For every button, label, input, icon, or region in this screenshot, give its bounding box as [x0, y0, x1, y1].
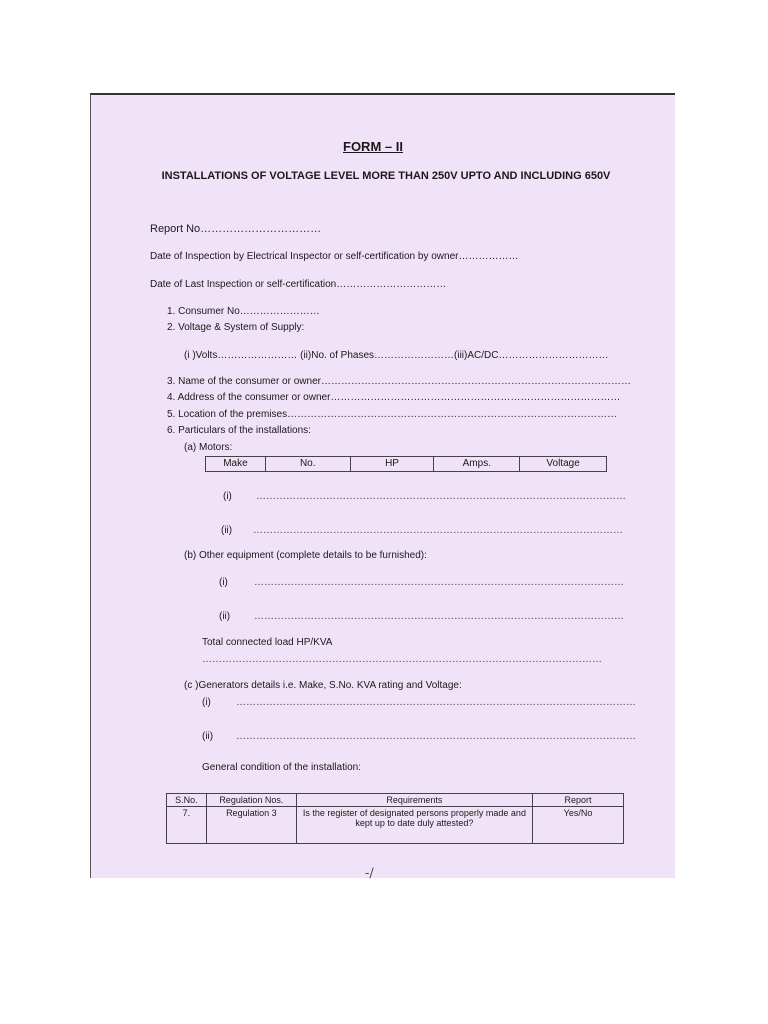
form-sheet — [90, 93, 675, 881]
installation-particulars-label: 6. Particulars of the installations: — [167, 425, 311, 436]
other-equipment-row-1-label: (i) — [219, 577, 228, 588]
total-connected-load-label: Total connected load HP/KVA — [202, 637, 333, 648]
date-of-last-inspection-field: Date of Last Inspection or self-certification…………………………… — [150, 279, 447, 290]
generators-row-2-blank: ………………………………………………………………………………………………………… — [236, 731, 636, 742]
table-header-regulation: Regulation Nos. — [206, 794, 296, 807]
other-equipment-label: (b) Other equipment (complete details to be furnished): — [184, 550, 427, 561]
other-equipment-row-2-label: (ii) — [219, 611, 231, 622]
generators-row-1-label: (i) — [202, 697, 211, 708]
motors-col-make: Make — [206, 457, 266, 471]
voltage-supply-label: 2. Voltage & System of Supply: — [167, 322, 305, 333]
other-equipment-row-1-blank: ………………………………………………………………………………………………… — [254, 577, 624, 588]
table-cell-regulation: Regulation 3 — [206, 807, 296, 844]
motors-col-voltage: Voltage — [546, 458, 580, 469]
table-header-sno: S.No. — [167, 794, 207, 807]
motors-col-amps: Amps. — [434, 457, 520, 471]
other-equipment-row-2-blank: ………………………………………………………………………………………………… — [254, 611, 624, 622]
table-cell-report: Yes/No — [532, 807, 623, 844]
motors-table — [205, 456, 607, 472]
date-of-inspection-field: Date of Inspection by Electrical Inspector or self-certification by owner……………… — [150, 251, 519, 262]
page-mark: -/ — [365, 866, 374, 881]
general-condition-label: General condition of the installation: — [202, 762, 361, 773]
motors-col-hp: HP — [351, 457, 435, 471]
table-header-report: Report — [532, 794, 623, 807]
total-connected-load-blank: ………………………………………………………………………………………………………… — [202, 654, 602, 665]
premises-location-field: 5. Location of the premises……………………………………………………………………………………… — [167, 409, 618, 420]
consumer-name-field: 3. Name of the consumer or owner………………………………………………………………………………… — [167, 376, 631, 387]
consumer-no-field: 1. Consumer No…………………… — [167, 306, 320, 317]
supply-details-field: (i )Volts…………………… (ii)No. of Phases……………………(iii)AC/DC…………………………… — [184, 350, 609, 361]
table-header-requirements: Requirements — [296, 794, 532, 807]
report-no-field: Report No…………………………… — [150, 223, 322, 235]
table-row — [167, 807, 624, 844]
motors-row-1-label: (i) — [223, 491, 232, 502]
table-cell-requirement: Is the register of designated persons properly made and kept up to date duly attested? — [296, 807, 532, 844]
generators-label: (c )Generators details i.e. Make, S.No. KVA rating and Voltage: — [184, 680, 462, 691]
general-condition-table — [166, 793, 624, 844]
form-heading: INSTALLATIONS OF VOLTAGE LEVEL MORE THAN 250V UPTO AND INCLUDING 650V — [161, 170, 611, 182]
consumer-address-field: 4. Address of the consumer or owner…………………………………………………………………………… — [167, 392, 621, 403]
motors-row-1-blank: ………………………………………………………………………………………………… — [256, 491, 626, 502]
motors-row-2-blank: ………………………………………………………………………………………………… — [253, 525, 623, 536]
motors-row-2-label: (ii) — [221, 525, 233, 536]
generators-row-2-label: (ii) — [202, 731, 214, 742]
generators-row-1-blank: ………………………………………………………………………………………………………… — [236, 697, 636, 708]
table-cell-sno: 7. — [167, 807, 207, 844]
form-title: FORM – II — [343, 139, 403, 154]
motors-label: (a) Motors: — [184, 442, 233, 453]
motors-col-no: No. — [266, 457, 351, 471]
